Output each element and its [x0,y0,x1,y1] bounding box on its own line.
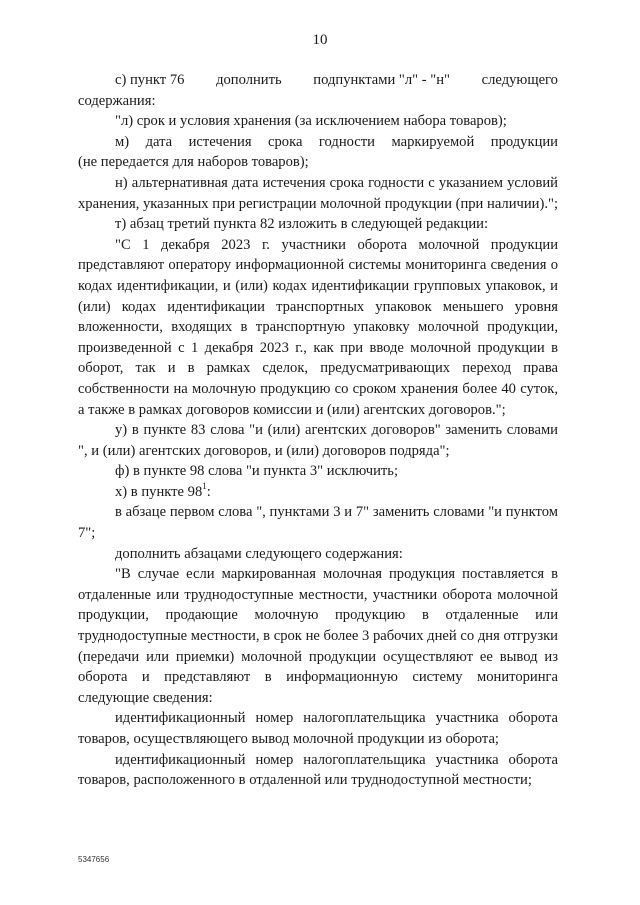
paragraph-inn-1: идентификационный номер налогоплательщика участника оборота товаров, осуществляющего вывод молочной продукции из оборота; [78,710,558,747]
paragraph-c-cell: подпунктами "л" - "н" [313,72,451,88]
paragraph-t: т) абзац третий пункта 82 изложить в следующей редакции: [115,216,489,233]
paragraph-m-rest: (не передается для наборов товаров); [78,154,309,171]
paragraph-first-abzac: в абзаце первом слова ", пунктами 3 и 7" заменить словами "и пунктом 7"; [78,504,558,542]
document-id: 5347656 [78,855,110,864]
paragraph-l: "л) срок и условия хранения (за исключением набора товаров); [115,113,507,130]
paragraph-add: дополнить абзацами следующего содержания: [115,545,403,562]
page-number: 10 [312,32,328,48]
document-body [78,70,558,791]
paragraph-n: н) альтернативная дата истечения срока годности с указанием условий хранения, указанных при регистрации молочной продукции (при наличии)."; [78,174,558,212]
paragraph-quote-82: "С 1 декабря 2023 г. участники оборота молочной продукции представляют оператору информационной системы мониторинга сведения о кодах идентификации, и (или) кодах идентификации групповых упаковок, и (или) кодах идентификации транспортных упаковок меньшего уровня вложенности, входящих в транспортную упаковку молочной продукции, произведенной с 1 декабря 2023 г., как при вводе молочной продукции в оборот, так и в рамках сделок, предусматривающих переход права собственности на молочную продукцию со сроком хранения более 40 суток, а также в рамках договоров комиссии и (или) агентских договоров."; [78,236,558,418]
paragraph-inn-2: идентификационный номер налогоплательщика участника оборота товаров, расположенного в отдаленной или труднодоступной местности; [78,751,558,789]
paragraph-c-first-line [78,70,558,91]
paragraph-c-cell: дополнить [216,72,282,88]
paragraph-h-text: х) в пункте 98 [115,483,203,500]
paragraph-f: ф) в пункте 98 слова "и пункта 3" исключить; [115,463,399,480]
paragraph-c-cell: следующего [481,72,558,88]
superscript: 1 [202,481,207,492]
paragraph-m-first-line: м) дата истечения срока годности маркируемой продукции [115,133,558,150]
paragraph-quote-remote: "В случае если маркированная молочная продукция поставляется в отдаленные или труднодоступные местности, участники оборота молочной продукции, продающие молочную продукцию в отдаленные или труднодоступные местности, в срок не более 3 рабочих дней со дня отгрузки (передачи или приемки) молочной продукции осуществляют ее вывод из оборота и представляют в информационную систему мониторинга следующие сведения: [78,566,558,706]
paragraph-h [78,482,558,503]
paragraph-c-cell: с) пункт 76 [115,72,185,88]
paragraph-u: у) в пункте 83 слова "и (или) агентских договоров" заменить словами ", и (или) агентских договоров, и (или) договоров подряда"; [78,422,558,459]
paragraph-h-tail: : [206,483,211,500]
paragraph-c-tail: содержания: [78,92,156,109]
